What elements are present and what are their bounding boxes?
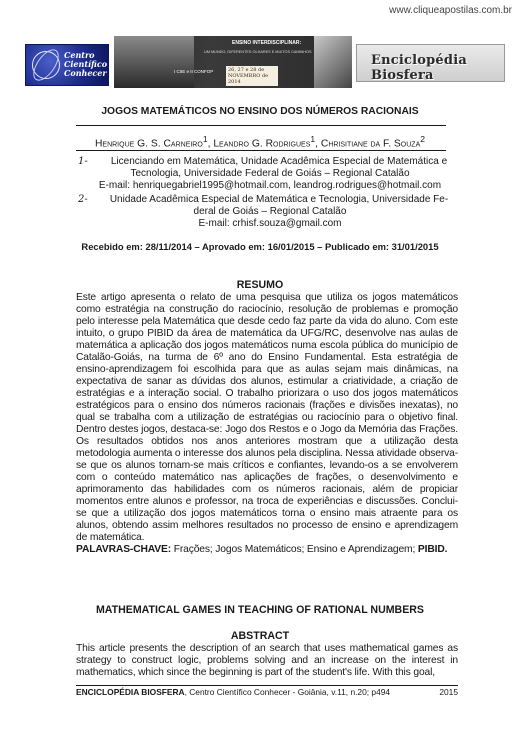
enciclopedia-biosfera-logo: Enciclopédia Biosfera	[356, 44, 505, 82]
author-name: Leandro G. Rodrigues	[213, 138, 311, 150]
event-name: I CIIE e II CONFOP	[174, 69, 214, 74]
footer-year: 2015	[439, 687, 458, 697]
page-number: p494	[371, 687, 391, 697]
affiliation-number: 1-	[78, 156, 88, 167]
publication-dates: Recebido em: 28/11/2014 – Aprovado em: 16/01/2015 – Publicado em: 31/01/2015	[81, 241, 439, 252]
authors-line	[0, 134, 520, 149]
centro-cientifico-logo	[25, 44, 109, 86]
separator: ,	[315, 138, 321, 150]
article-title: JOGOS MATEMÁTICOS NO ENSINO DOS NÚMEROS RACIONAIS	[101, 106, 419, 117]
affiliation-line: deral de Goiás – Regional Catalão	[193, 206, 347, 217]
affiliation-email: E-mail: henriquegabriel1995@hotmail.com, leandrog.rodrigues@hotmail.com	[98, 180, 442, 191]
header-banner	[25, 36, 503, 88]
logo-text: Centro Científico Conhecer	[64, 50, 108, 78]
keywords-text: Frações; Jogos Matemáticos; Ensino e Aprendizagem;	[173, 544, 416, 555]
watermark: www.cliqueapostilas.com.br	[389, 5, 512, 16]
page-footer	[76, 685, 458, 699]
affiliation-number: 2-	[78, 194, 88, 205]
author-name: Henrique G. S. Carneiro	[94, 138, 203, 150]
affiliation-line: Licenciando em Matemática, Unidade Acadêmica Especial de Matemática e	[110, 156, 448, 167]
banner-photo	[114, 36, 194, 88]
affiliation-line: Tecnologia, Universidade Federal de Goiás – Regional Catalão	[130, 168, 410, 179]
divider	[76, 150, 446, 151]
author-superscript: 1	[310, 134, 316, 144]
abstract-text: This article presents the description of an search that uses mathematical games as strategy to construct logic, problems solving and an increase on the interest in mathematics, which since the beginning is part of the student's life. With this goal,	[76, 643, 458, 678]
event-subtitle: UM MUNDO, DIFERENTES OLHARES E MUITOS CAMINHOS	[204, 50, 312, 54]
affiliation-line: Unidade Acadêmica Especial de Matemática e Tecnologia, Universidade Fe-	[109, 194, 449, 205]
keywords-tail: PIBID.	[417, 544, 448, 555]
resumo-text: Este artigo apresenta o relato de uma pesquisa que utiliza os jogos matemáticos como estratégia na construção do raciocínio, resolução de problemas e promoção pelo interesse pela Matemática que desde cedo faz parte da vida do aluno. Com este intuito, o grupo PIBID da área de matemática da UFG/RC, desenvolve nas aulas de matemática a aplicação dos jogos matemáticos numa escola pública do município de Catalão-Goiás, na turma de 6º ano do Ensino Fundamental. Esta estratégia de ensino-aprendizagem foi escolhida para que as aulas sejam mais dinâmicas, na expectativa de sanar as dúvidas dos alunos, estimular a criatividade, a criação de estratégias e a interação social. O trabalho priorizara o uso dos jogos matemáticos estratégicos para o ensino dos números racionais (frações e divisões inexatas), no qual se trabalha com a utilização de estratégias ou raciocínio para o objetivo final. Dentro destes jogos, destaca-se: Jogo dos Restos e o Jogo da Memória das Frações. Os resultados obtidos nos anos anteriores mostram que a utilização desta metodologia aumenta o interesse dos alunos pela disciplina. Nessa atividade observa-se que os alunos tornam-se mais críticos e confiantes, levando-os a se envolverem com o conteúdo matemático nas aplicações de frações, o desenvolvimento e aprimoramento das habilidades com os números racionais, além de propiciar momentos entre alunos e professor, na troca de experiências e discussões. Conclui-se que a utilização dos jogos matemáticos torna o ensino mais atraente para os alunos, obtendo assim melhores resultados no processo de ensino e aprendizagem de matemática.	[76, 292, 458, 543]
journal-name: ENCICLOPÉDIA BIOSFERA	[76, 687, 185, 697]
author-superscript: 2	[420, 134, 426, 144]
event-banner	[114, 36, 352, 88]
affiliation-email: E-mail: crhisf.souza@gmail.com	[198, 218, 342, 229]
event-title: ENSINO INTERDISCIPLINAR:	[232, 40, 302, 46]
affiliation-1	[78, 156, 462, 192]
author-name: Chrisitiane da F. Souza	[320, 138, 421, 150]
english-title: MATHEMATICAL GAMES IN TEACHING OF RATIONAL NUMBERS	[95, 604, 424, 616]
footer-citation	[76, 686, 390, 699]
keywords-label: PALAVRAS-CHAVE:	[76, 544, 171, 555]
event-dates: 26, 27 e 28 de NOVEMBRO de 2014	[226, 66, 278, 86]
separator: ,	[207, 138, 214, 150]
abstract-heading: ABSTRACT	[230, 630, 290, 642]
divider	[76, 125, 446, 126]
keywords	[76, 544, 458, 556]
banner-photo	[314, 36, 352, 88]
author-superscript: 1	[202, 134, 208, 144]
affiliation-2	[78, 194, 462, 230]
journal-details: , Centro Científico Conhecer - Goiânia, v.11, n.20;	[184, 687, 370, 697]
resumo-heading: RESUMO	[236, 279, 284, 291]
